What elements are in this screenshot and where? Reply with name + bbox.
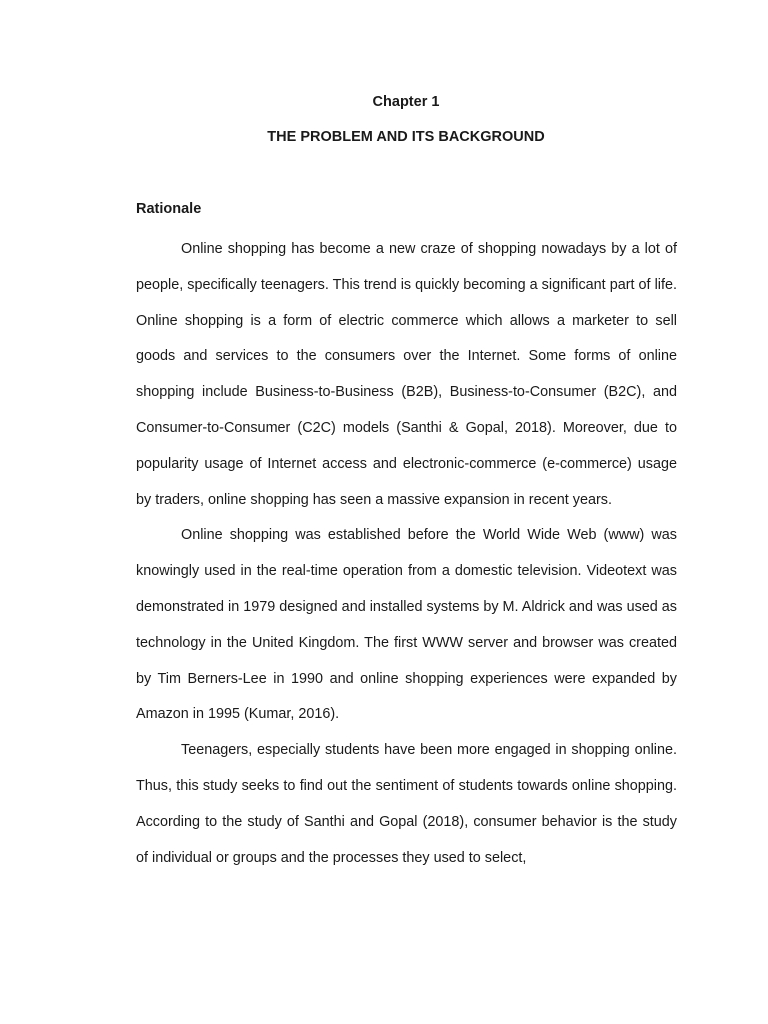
section-heading-rationale: Rationale bbox=[136, 201, 202, 217]
chapter-title: THE PROBLEM AND ITS BACKGROUND bbox=[267, 129, 545, 145]
paragraph-3: Teenagers, especially students have been more engaged in shopping online. Thus, this study seeks to find out the sentiment of students towards online shopping. According to the study of Santhi and Gopal (2018), consumer behavior is the study of individual or groups and the processes they used to select, bbox=[136, 742, 677, 866]
paragraph-2: Online shopping was established before the World Wide Web (www) was knowingly used in the real-time operation from a domestic television. Videotext was demonstrated in 1979 designed and installed systems by M. Aldrick and was used as technology in the United Kingdom. The first WWW server and browser was created by Tim Berners-Lee in 1990 and online shopping experiences were expanded by Amazon in 1995 (Kumar, 2016). bbox=[136, 527, 677, 723]
paragraph-1: Online shopping has become a new craze of shopping nowadays by a lot of people, specifically teenagers. This trend is quickly becoming a significant part of life. Online shopping is a form of electric commerce which allows a marketer to sell goods and services to the consumers over the Internet. Some forms of online shopping include Business-to-Business (B2B), Business-to-Consumer (B2C), and Consumer-to-Consumer (C2C) models (Santhi & Gopal, 2018). Moreover, due to popularity usage of Internet access and electronic-commerce (e-commerce) usage by traders, online shopping has seen a massive expansion in recent years. bbox=[136, 241, 677, 508]
body-text bbox=[136, 232, 677, 876]
chapter-label: Chapter 1 bbox=[372, 94, 440, 110]
